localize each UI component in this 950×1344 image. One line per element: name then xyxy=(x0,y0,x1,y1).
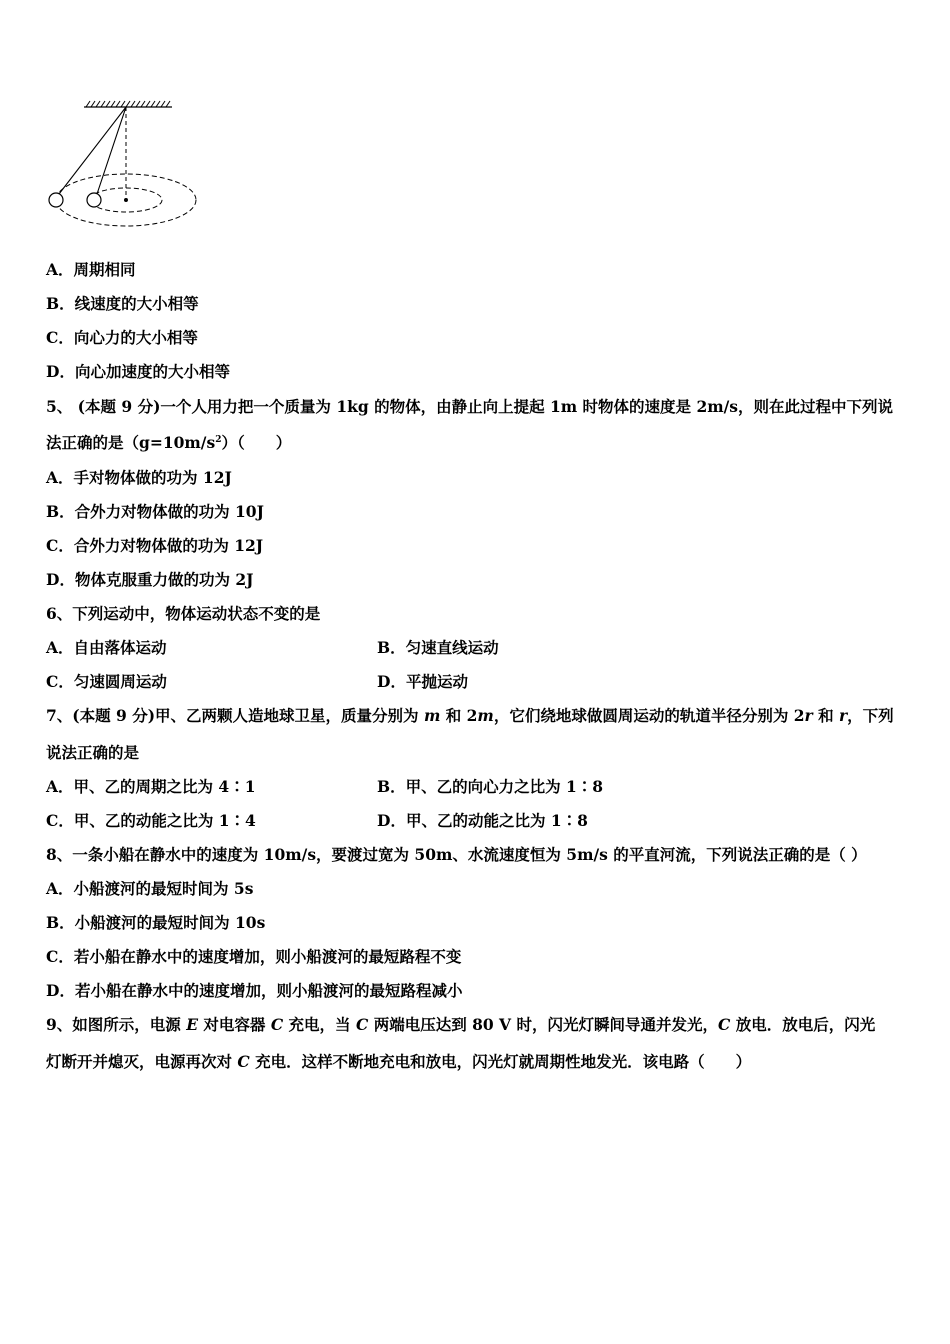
q8-option-d[interactable]: D．若小船在静水中的速度增加，则小船渡河的最短路程减小 xyxy=(46,981,463,1000)
q4-option-b[interactable]: B．线速度的大小相等 xyxy=(46,294,199,313)
q4-option-c[interactable]: C．向心力的大小相等 xyxy=(46,328,198,347)
q7-option-d[interactable]: D．甲、乙的动能之比为 1∶8 xyxy=(377,811,588,830)
q5-option-b[interactable]: B．合外力对物体做的功为 10J xyxy=(46,502,264,521)
q5-option-d[interactable]: D．物体克服重力做的功为 2J xyxy=(46,570,254,589)
outer-ball xyxy=(49,193,63,207)
ceiling-hatching xyxy=(86,101,170,107)
q6-option-c[interactable]: C．匀速圆周运动 xyxy=(46,672,167,691)
q8-option-b[interactable]: B．小船渡河的最短时间为 10s xyxy=(46,913,266,932)
center-dot xyxy=(124,198,128,202)
q7-option-a[interactable]: A．甲、乙的周期之比为 4∶1 xyxy=(46,777,256,796)
q7-option-c[interactable]: C．甲、乙的动能之比为 1∶4 xyxy=(46,811,256,830)
inner-ball xyxy=(87,193,101,207)
q7-stem-line1: 7、(本题 9 分)甲、乙两颗人造地球卫星，质量分别为 m 和 2m，它们绕地球做圆周运动的轨道半径分别为 2r 和 r，下列 xyxy=(46,706,894,725)
q6-option-d[interactable]: D．平抛运动 xyxy=(377,672,468,691)
conical-pendulum-figure xyxy=(40,96,210,236)
q4-option-a[interactable]: A．周期相同 xyxy=(46,260,136,279)
q6-stem: 6、下列运动中，物体运动状态不变的是 xyxy=(46,604,321,623)
short-string xyxy=(97,107,126,194)
q5-option-a[interactable]: A．手对物体做的功为 12J xyxy=(46,468,232,487)
q8-stem: 8、一条小船在静水中的速度为 10m/s，要渡过宽为 50m、水流速度恒为 5m/s 的平直河流，下列说法正确的是（ ） xyxy=(46,845,867,864)
q4-option-d[interactable]: D．向心加速度的大小相等 xyxy=(46,362,230,381)
q9-stem-line2: 灯断开并熄灭，电源再次对 C 充电．这样不断地充电和放电，闪光灯就周期性地发光．该电路（ ） xyxy=(46,1052,752,1071)
q7-option-b[interactable]: B．甲、乙的向心力之比为 1∶8 xyxy=(377,777,604,796)
q8-option-a[interactable]: A．小船渡河的最短时间为 5s xyxy=(46,879,254,898)
q5-stem-line2: 法正确的是$(g=10m/s^2)$（ ） xyxy=(46,433,292,452)
q6-option-a[interactable]: A．自由落体运动 xyxy=(46,638,167,657)
q9-stem-line1: 9、如图所示，电源 E 对电容器 C 充电，当 C 两端电压达到 80 V 时，闪光灯瞬间导通并发光，C 放电．放电后，闪光 xyxy=(46,1015,876,1034)
q8-option-c[interactable]: C．若小船在静水中的速度增加，则小船渡河的最短路程不变 xyxy=(46,947,462,966)
q5-stem-line1: 5、 (本题 9 分)一个人用力把一个质量为 1kg 的物体，由静止向上提起 1m 时物体的速度是 2m/s，则在此过程中下列说 xyxy=(46,397,894,416)
q6-option-b[interactable]: B．匀速直线运动 xyxy=(377,638,499,657)
q5-option-c[interactable]: C．合外力对物体做的功为 12J xyxy=(46,536,264,555)
q7-stem-line2: 说法正确的是 xyxy=(46,743,140,762)
long-string xyxy=(59,107,126,194)
